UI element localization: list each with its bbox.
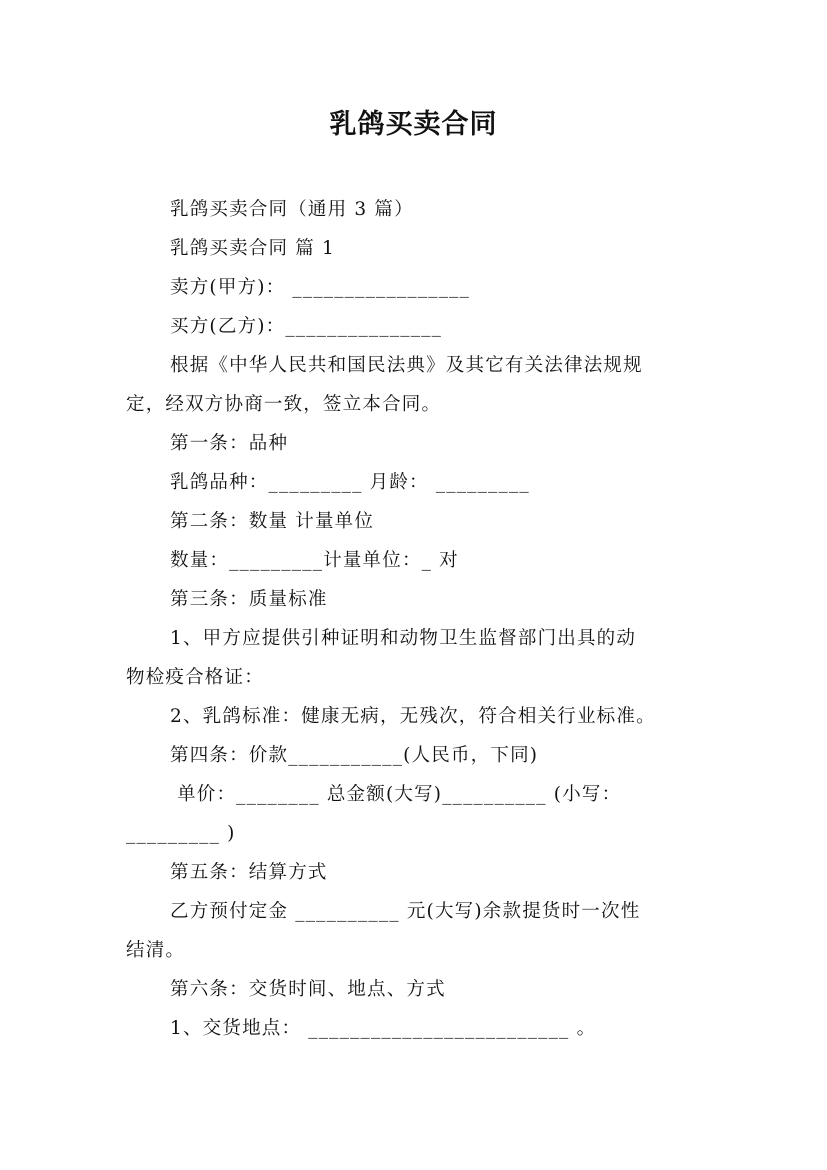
price-line-a: 单价：________ 总金额(大写)__________ (小写： xyxy=(170,784,622,805)
breed-line: 乳鸽品种：_________ 月龄： _________ xyxy=(170,472,530,493)
quantity-line: 数量：_________计量单位：_ 对 xyxy=(170,550,459,571)
settlement-line-b: 结清。 xyxy=(126,940,186,961)
article-5-heading: 第五条：结算方式 xyxy=(170,862,328,883)
quality-clause-1a: 1、甲方应提供引种证明和动物卫生监督部门出具的动 xyxy=(170,628,637,649)
seller-line: 卖方(甲方)： _________________ xyxy=(170,277,471,298)
delivery-place-line: 1、交货地点： _________________________ 。 xyxy=(170,1018,597,1039)
article-6-heading: 第六条：交货时间、地点、方式 xyxy=(170,979,446,1000)
preamble-line-2: 定，经双方协商一致，签立本合同。 xyxy=(126,394,442,415)
preamble-line-1: 根据《中华人民共和国民法典》及其它有关法律法规规 xyxy=(170,355,643,376)
article-2-heading: 第二条：数量 计量单位 xyxy=(170,511,375,532)
article-1-heading: 第一条：品种 xyxy=(170,433,289,454)
article-4-heading: 第四条：价款___________(人民币，下同) xyxy=(170,745,539,766)
section-heading: 乳鸽买卖合同 篇 1 xyxy=(170,238,336,259)
document-title: 乳鸽买卖合同 xyxy=(329,109,498,140)
price-line-b: _________ ) xyxy=(126,823,236,844)
quality-clause-1b: 物检疫合格证： xyxy=(126,667,264,688)
settlement-line-a: 乙方预付定金 __________ 元(大写)余款提货时一次性 xyxy=(170,901,641,922)
quality-clause-2: 2、乳鸽标准：健康无病，无残次，符合相关行业标准。 xyxy=(170,706,656,727)
buyer-line: 买方(乙方)：_______________ xyxy=(170,316,443,337)
article-3-heading: 第三条：质量标准 xyxy=(170,589,328,610)
subtitle-line: 乳鸽买卖合同（通用 3 篇） xyxy=(170,199,414,220)
